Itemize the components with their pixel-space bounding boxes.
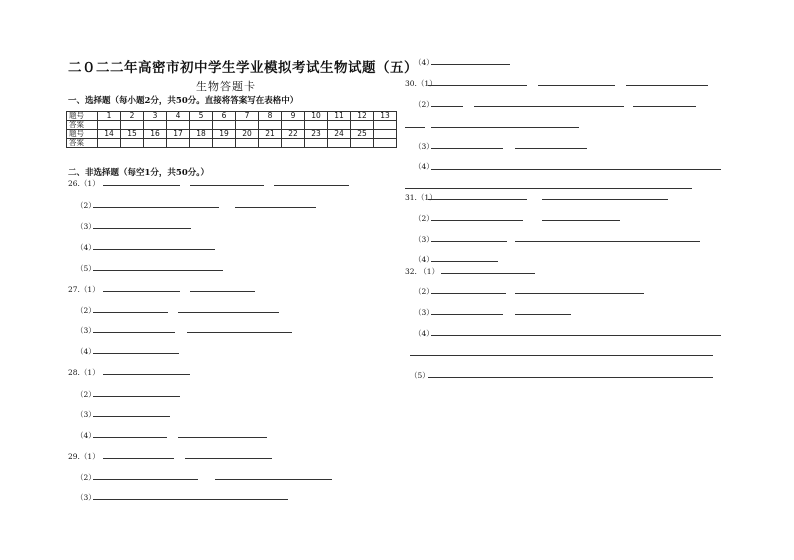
- answer-cell[interactable]: [374, 139, 397, 148]
- answer-cell[interactable]: [236, 139, 259, 148]
- answer-line[interactable]: [474, 106, 624, 107]
- answer-line[interactable]: [441, 273, 535, 274]
- answer-line[interactable]: [626, 85, 708, 86]
- answer-line[interactable]: [431, 64, 510, 65]
- answer-line[interactable]: [190, 291, 255, 292]
- answer-line[interactable]: [515, 314, 571, 315]
- answer-line[interactable]: [538, 85, 615, 86]
- answer-line[interactable]: [428, 85, 527, 86]
- answer-line[interactable]: [93, 228, 191, 229]
- section-nonchoice-heading: 二、非选择题（每空1分，共50分。）: [68, 168, 209, 178]
- answer-line[interactable]: [185, 458, 272, 459]
- cell-number: 10: [305, 112, 328, 121]
- cell-number: 22: [282, 130, 305, 139]
- q29-part4-label: （4）: [414, 58, 434, 67]
- q29-part1-label: 29.（1）: [68, 452, 100, 461]
- row-label-number: 题号: [67, 112, 98, 121]
- q26-part2-label: （2）: [76, 201, 96, 210]
- answer-cell[interactable]: [305, 139, 328, 148]
- cell-number: 21: [259, 130, 282, 139]
- answer-line[interactable]: [187, 332, 292, 333]
- row-label-answer: 答案: [67, 121, 98, 130]
- q30-part3-label: （3）: [414, 142, 434, 151]
- table-row-numbers-1: [67, 112, 397, 121]
- q27-part3-label: （3）: [76, 326, 96, 335]
- q32-part3-label: （3）: [414, 308, 434, 317]
- q27-part4-label: （4）: [76, 347, 96, 356]
- answer-line[interactable]: [515, 148, 587, 149]
- answer-line[interactable]: [93, 270, 223, 271]
- answer-line[interactable]: [431, 148, 503, 149]
- answer-line[interactable]: [103, 458, 174, 459]
- answer-line[interactable]: [542, 220, 620, 221]
- answer-line[interactable]: [431, 335, 721, 336]
- answer-line[interactable]: [405, 127, 425, 128]
- answer-line[interactable]: [428, 377, 713, 378]
- q29-part2-label: （2）: [76, 473, 96, 482]
- table-row-answers-2: [67, 139, 397, 148]
- answer-cell[interactable]: [98, 139, 121, 148]
- q28-part3-label: （3）: [76, 410, 96, 419]
- cell-number: 16: [144, 130, 167, 139]
- cell-number: 17: [167, 130, 190, 139]
- q30-part2-label: （2）: [414, 100, 434, 109]
- answer-cell[interactable]: [259, 139, 282, 148]
- answer-line[interactable]: [93, 416, 170, 417]
- answer-line[interactable]: [431, 220, 523, 221]
- table-row-numbers-2: [67, 130, 397, 139]
- answer-cell[interactable]: [328, 139, 351, 148]
- q31-part2-label: （2）: [414, 214, 434, 223]
- cell-number: 5: [190, 112, 213, 121]
- q30-part1-label: 30.（1）: [405, 79, 437, 88]
- q27-part1-label: 27.（1）: [68, 285, 100, 294]
- table-row-answers-1: [67, 121, 397, 130]
- q31-part4-label: （4）: [414, 255, 434, 264]
- cell-number: 14: [98, 130, 121, 139]
- answer-line[interactable]: [93, 437, 167, 438]
- answer-cell[interactable]: [121, 139, 144, 148]
- q26-part4-label: （4）: [76, 243, 96, 252]
- q32-part4-label: （4）: [414, 329, 434, 338]
- answer-line[interactable]: [93, 499, 288, 500]
- q30-part4-label: （4）: [414, 162, 434, 171]
- answer-line[interactable]: [93, 353, 179, 354]
- answer-line[interactable]: [93, 396, 180, 397]
- answer-sheet-subtitle: 生物答题卡: [196, 80, 256, 93]
- answer-line[interactable]: [93, 332, 175, 333]
- answer-line[interactable]: [515, 293, 644, 294]
- answer-line[interactable]: [215, 479, 332, 480]
- answer-cell[interactable]: [282, 139, 305, 148]
- answer-cell[interactable]: [213, 139, 236, 148]
- answer-line[interactable]: [235, 207, 316, 208]
- cell-number: 6: [213, 112, 236, 121]
- cell-number: 9: [282, 112, 305, 121]
- answer-line[interactable]: [431, 314, 503, 315]
- q31-part3-label: （3）: [414, 235, 434, 244]
- q31-part1-label: 31.（1）: [405, 193, 437, 202]
- cell-number: 1: [98, 112, 121, 121]
- answer-line[interactable]: [178, 312, 279, 313]
- q26-part5-label: （5）: [76, 264, 96, 273]
- cell-number: 25: [351, 130, 374, 139]
- answer-cell[interactable]: [190, 139, 213, 148]
- answer-cell[interactable]: [167, 139, 190, 148]
- cell-number: 20: [236, 130, 259, 139]
- answer-line[interactable]: [93, 312, 168, 313]
- q26-part1-label: 26.（1）: [68, 179, 100, 188]
- section-choice-heading: 一、选择题（每小题2分，共50分。直接将答案写在表格中）: [68, 96, 299, 106]
- answer-line[interactable]: [431, 261, 498, 262]
- answer-line[interactable]: [428, 199, 527, 200]
- answer-line[interactable]: [103, 185, 180, 186]
- choice-answer-table: [66, 111, 397, 148]
- answer-line[interactable]: [93, 479, 198, 480]
- answer-line[interactable]: [93, 249, 215, 250]
- cell-number: 2: [121, 112, 144, 121]
- q32-part2-label: （2）: [414, 287, 434, 296]
- q28-part1-label: 28.（1）: [68, 368, 100, 377]
- answer-line[interactable]: [405, 188, 692, 189]
- cell-number: [374, 130, 397, 139]
- cell-number: 24: [328, 130, 351, 139]
- cell-number: 23: [305, 130, 328, 139]
- answer-line[interactable]: [190, 185, 264, 186]
- q32-part1-label: 32. （1）: [405, 267, 440, 276]
- cell-number: 18: [190, 130, 213, 139]
- cell-number: 7: [236, 112, 259, 121]
- answer-line[interactable]: [542, 199, 668, 200]
- answer-cell[interactable]: [374, 121, 397, 130]
- cell-number: 4: [167, 112, 190, 121]
- answer-line[interactable]: [103, 291, 180, 292]
- answer-line[interactable]: [431, 293, 506, 294]
- row-label-number: 题号: [67, 130, 98, 139]
- answer-line[interactable]: [431, 169, 721, 170]
- q27-part2-label: （2）: [76, 306, 96, 315]
- cell-number: 19: [213, 130, 236, 139]
- q32-part5-label: （5）: [410, 371, 430, 380]
- cell-number: 3: [144, 112, 167, 121]
- answer-line[interactable]: [274, 185, 349, 186]
- answer-cell[interactable]: [351, 139, 374, 148]
- answer-line[interactable]: [633, 106, 696, 107]
- row-label-answer: 答案: [67, 139, 98, 148]
- cell-number: 12: [351, 112, 374, 121]
- answer-line[interactable]: [431, 241, 507, 242]
- answer-line[interactable]: [103, 374, 190, 375]
- q28-part4-label: （4）: [76, 431, 96, 440]
- answer-line[interactable]: [93, 207, 219, 208]
- q26-part3-label: （3）: [76, 222, 96, 231]
- answer-line[interactable]: [178, 437, 267, 438]
- q28-part2-label: （2）: [76, 390, 96, 399]
- answer-line[interactable]: [431, 106, 463, 107]
- q29-part3-label: （3）: [76, 493, 96, 502]
- cell-number: 11: [328, 112, 351, 121]
- cell-number: 15: [121, 130, 144, 139]
- cell-number: 8: [259, 112, 282, 121]
- answer-cell[interactable]: [144, 139, 167, 148]
- answer-line[interactable]: [431, 127, 579, 128]
- answer-line[interactable]: [515, 241, 700, 242]
- page-title: 二０二二年高密市初中学生学业模拟考试生物试题（五）: [68, 60, 418, 76]
- cell-number: 13: [374, 112, 397, 121]
- answer-line[interactable]: [410, 355, 713, 356]
